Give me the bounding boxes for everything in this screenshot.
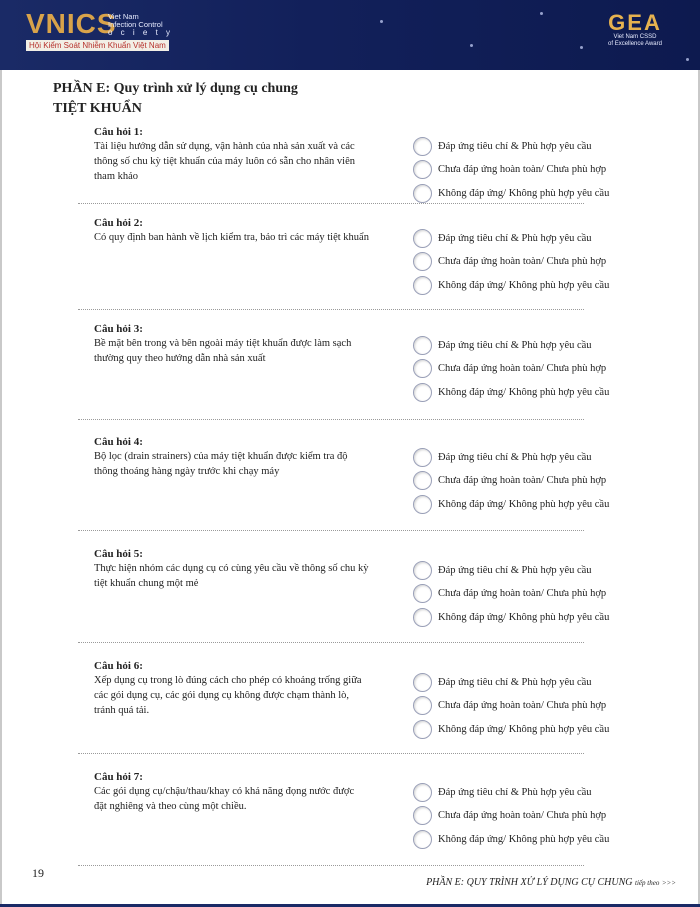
radio-button[interactable] bbox=[413, 471, 432, 490]
radio-button[interactable] bbox=[413, 830, 432, 849]
answer-option-label: Đáp ứng tiêu chí & Phù hợp yêu cầu bbox=[438, 564, 592, 576]
dotted-separator bbox=[78, 419, 584, 420]
answer-option-3[interactable] bbox=[413, 607, 609, 627]
question-6 bbox=[94, 659, 369, 718]
answer-option-3[interactable] bbox=[413, 183, 609, 203]
radio-button[interactable] bbox=[413, 448, 432, 467]
question-label: Câu hỏi 6: bbox=[94, 660, 143, 672]
answer-option-2[interactable] bbox=[413, 806, 606, 826]
star-decoration bbox=[380, 20, 383, 23]
answer-option-label: Đáp ứng tiêu chí & Phù hợp yêu cầu bbox=[438, 676, 592, 688]
answer-option-label: Không đáp ứng/ Không phù hợp yêu cầu bbox=[438, 723, 610, 735]
answer-option-2[interactable] bbox=[413, 584, 606, 604]
question-text: Thực hiện nhóm các dụng cụ có cùng yêu cầu về thông số chu kỳ tiệt khuẩn chung một mẻ bbox=[94, 563, 369, 589]
question-5 bbox=[94, 547, 369, 591]
answer-option-2[interactable] bbox=[413, 160, 606, 180]
question-3 bbox=[94, 322, 369, 366]
question-label: Câu hỏi 4: bbox=[94, 436, 143, 448]
radio-button[interactable] bbox=[413, 608, 432, 627]
radio-button[interactable] bbox=[413, 252, 432, 271]
footer-continued: tiếp theo bbox=[635, 879, 660, 887]
dotted-separator bbox=[78, 203, 584, 204]
vnics-logo-subtitle bbox=[108, 13, 198, 37]
question-text: Xếp dụng cụ trong lò đúng cách cho phép có khoảng trống giữa các gói dụng cụ, các gói dụng cụ không được chạm thành lò, tránh quá tải. bbox=[94, 675, 362, 716]
vnics-logo-word: VNICS bbox=[26, 8, 117, 39]
question-text: Bộ lọc (drain strainers) của máy tiệt khuẩn được kiểm tra độ thông thoáng hàng ngày trước khi chạy máy bbox=[94, 451, 348, 477]
vnics-sub-line: o c i e t y bbox=[108, 28, 174, 37]
answer-option-label: Đáp ứng tiêu chí & Phù hợp yêu cầu bbox=[438, 232, 592, 244]
gea-logo-sub: of Excellence Award bbox=[608, 41, 662, 47]
answer-option-label: Chưa đáp ứng hoàn toàn/ Chưa phù hợp bbox=[438, 588, 607, 599]
answer-option-label: Không đáp ứng/ Không phù hợp yêu cầu bbox=[438, 498, 610, 510]
question-7 bbox=[94, 770, 369, 814]
answer-option-3[interactable] bbox=[413, 719, 609, 739]
radio-button[interactable] bbox=[413, 184, 432, 203]
star-decoration bbox=[686, 58, 689, 61]
answer-option-3[interactable] bbox=[413, 494, 609, 514]
question-4 bbox=[94, 435, 369, 479]
radio-button[interactable] bbox=[413, 673, 432, 692]
answer-option-label: Chưa đáp ứng hoàn toàn/ Chưa phù hợp bbox=[438, 810, 607, 821]
radio-button[interactable] bbox=[413, 495, 432, 514]
gea-logo-sub: Viet Nam CSSD bbox=[613, 34, 657, 40]
question-1 bbox=[94, 125, 369, 184]
question-text: Các gói dụng cụ/chậu/thau/khay có khả năng đọng nước được đặt nghiêng và theo cùng một chiều. bbox=[94, 786, 355, 812]
answer-option-2[interactable] bbox=[413, 252, 606, 272]
answer-option-1[interactable] bbox=[413, 447, 592, 467]
footer-arrows: >>> bbox=[661, 879, 676, 887]
vnics-sub-line: Viet Nam bbox=[108, 12, 139, 21]
radio-button[interactable] bbox=[413, 783, 432, 802]
dotted-separator bbox=[78, 309, 584, 310]
star-decoration bbox=[540, 12, 543, 15]
radio-button[interactable] bbox=[413, 229, 432, 248]
running-footer bbox=[426, 877, 676, 888]
radio-button[interactable] bbox=[413, 137, 432, 156]
page-number: 19 bbox=[32, 866, 44, 880]
question-text: Tài liệu hướng dẫn sử dụng, vận hành của nhà sản xuất và các thông số chu kỳ tiệt khuẩn của máy luôn có sẵn cho nhân viên tham khảo bbox=[94, 141, 355, 182]
answer-option-label: Chưa đáp ứng hoàn toàn/ Chưa phù hợp bbox=[438, 164, 607, 175]
question-label: Câu hỏi 1: bbox=[94, 126, 143, 138]
radio-button[interactable] bbox=[413, 696, 432, 715]
radio-button[interactable] bbox=[413, 720, 432, 739]
question-2 bbox=[94, 216, 369, 245]
radio-button[interactable] bbox=[413, 584, 432, 603]
gea-logo-word: GEA bbox=[608, 10, 662, 35]
question-label: Câu hỏi 5: bbox=[94, 548, 143, 560]
radio-button[interactable] bbox=[413, 561, 432, 580]
answer-option-label: Chưa đáp ứng hoàn toàn/ Chưa phù hợp bbox=[438, 256, 607, 267]
answer-option-label: Không đáp ứng/ Không phù hợp yêu cầu bbox=[438, 279, 610, 291]
dotted-separator bbox=[78, 530, 584, 531]
dotted-separator bbox=[78, 865, 584, 866]
question-label: Câu hỏi 2: bbox=[94, 217, 143, 229]
answer-option-label: Không đáp ứng/ Không phù hợp yêu cầu bbox=[438, 833, 610, 845]
footer-title: PHẦN E: QUY TRÌNH XỬ LÝ DỤNG CỤ CHUNG bbox=[426, 877, 633, 888]
page-border-left bbox=[0, 70, 2, 907]
answer-option-3[interactable] bbox=[413, 382, 609, 402]
radio-button[interactable] bbox=[413, 276, 432, 295]
answer-option-label: Không đáp ứng/ Không phù hợp yêu cầu bbox=[438, 187, 610, 199]
answer-option-2[interactable] bbox=[413, 471, 606, 491]
answer-option-1[interactable] bbox=[413, 782, 592, 802]
answer-option-label: Đáp ứng tiêu chí & Phù hợp yêu cầu bbox=[438, 786, 592, 798]
answer-option-1[interactable] bbox=[413, 228, 592, 248]
answer-option-2[interactable] bbox=[413, 359, 606, 379]
question-label: Câu hỏi 7: bbox=[94, 771, 143, 783]
question-label: Câu hỏi 3: bbox=[94, 323, 143, 335]
question-text: Bề mặt bên trong và bên ngoài máy tiệt khuẩn được làm sạch thường quy theo hướng dẫn nhà sản xuất bbox=[94, 338, 352, 364]
dotted-separator bbox=[78, 753, 584, 754]
answer-option-1[interactable] bbox=[413, 672, 592, 692]
answer-option-label: Chưa đáp ứng hoàn toàn/ Chưa phù hợp bbox=[438, 475, 607, 486]
star-decoration bbox=[580, 46, 583, 49]
question-text: Có quy định ban hành về lịch kiểm tra, bảo trì các máy tiệt khuẩn bbox=[94, 232, 369, 243]
vnics-logo-tagline: Hội Kiểm Soát Nhiễm Khuẩn Việt Nam bbox=[26, 40, 169, 51]
answer-option-3[interactable] bbox=[413, 275, 609, 295]
answer-option-label: Chưa đáp ứng hoàn toàn/ Chưa phù hợp bbox=[438, 363, 607, 374]
star-decoration bbox=[470, 44, 473, 47]
radio-button[interactable] bbox=[413, 336, 432, 355]
answer-option-2[interactable] bbox=[413, 696, 606, 716]
answer-option-1[interactable] bbox=[413, 560, 592, 580]
gea-logo bbox=[598, 12, 672, 48]
answer-option-1[interactable] bbox=[413, 136, 592, 156]
answer-option-label: Đáp ứng tiêu chí & Phù hợp yêu cầu bbox=[438, 140, 592, 152]
radio-button[interactable] bbox=[413, 806, 432, 825]
radio-button[interactable] bbox=[413, 359, 432, 378]
answer-option-1[interactable] bbox=[413, 335, 592, 355]
answer-option-label: Đáp ứng tiêu chí & Phù hợp yêu cầu bbox=[438, 451, 592, 463]
answer-option-label: Không đáp ứng/ Không phù hợp yêu cầu bbox=[438, 386, 610, 398]
answer-option-label: Không đáp ứng/ Không phù hợp yêu cầu bbox=[438, 611, 610, 623]
dotted-separator bbox=[78, 642, 584, 643]
header-banner bbox=[0, 0, 700, 70]
answer-option-label: Đáp ứng tiêu chí & Phù hợp yêu cầu bbox=[438, 339, 592, 351]
section-title: PHẦN E: Quy trình xử lý dụng cụ chung bbox=[53, 81, 298, 96]
vnics-sub-line: Infection Control bbox=[108, 20, 163, 29]
answer-option-3[interactable] bbox=[413, 829, 609, 849]
radio-button[interactable] bbox=[413, 160, 432, 179]
answer-option-label: Chưa đáp ứng hoàn toàn/ Chưa phù hợp bbox=[438, 700, 607, 711]
radio-button[interactable] bbox=[413, 383, 432, 402]
section-subtitle: TIỆT KHUẨN bbox=[53, 101, 142, 116]
